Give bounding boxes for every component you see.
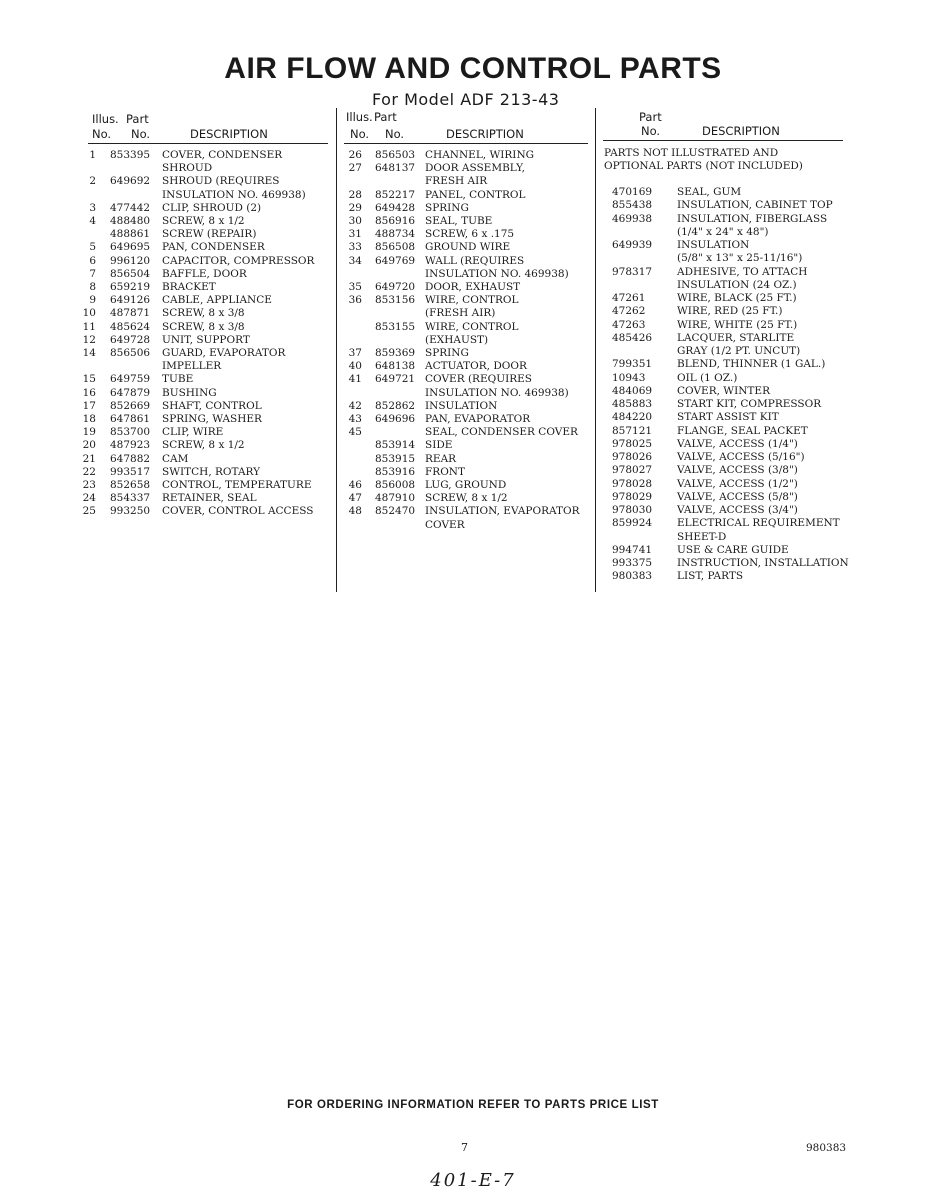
- part-number: 852470: [375, 505, 416, 518]
- part-description: SHAFT, CONTROL: [162, 399, 262, 412]
- part-description: FRONT: [425, 465, 465, 478]
- part-number: 487923: [110, 439, 151, 452]
- part-number: 993250: [110, 505, 151, 518]
- part-number: 978025: [612, 437, 653, 450]
- part-description: UNIT, SUPPORT: [162, 333, 250, 346]
- header-description: DESCRIPTION: [190, 127, 268, 141]
- illus-number: 10: [82, 307, 96, 320]
- part-description: CABLE, APPLIANCE: [162, 294, 272, 307]
- part-description: (5/8" x 13" x 25-11/16"): [677, 252, 803, 265]
- illus-number: 47: [348, 492, 362, 505]
- illus-number: 25: [82, 505, 96, 518]
- part-description: INSULATION NO. 469938): [162, 188, 306, 201]
- part-number: 799351: [612, 358, 653, 371]
- part-number: 649428: [375, 201, 416, 214]
- part-description: VALVE, ACCESS (1/2"): [677, 477, 798, 490]
- part-number: 856503: [375, 149, 416, 161]
- part-number: 647882: [110, 452, 151, 465]
- illus-number: 35: [348, 281, 362, 293]
- part-number: 856008: [375, 479, 416, 491]
- part-description: LIST, PARTS: [677, 570, 744, 583]
- part-number: 857121: [612, 424, 653, 437]
- part-number: 853915: [375, 452, 416, 465]
- illus-number: 1: [89, 149, 96, 161]
- part-number: 485883: [612, 398, 653, 410]
- header-no: No.: [641, 124, 661, 138]
- illus-number: 11: [82, 320, 96, 333]
- part-number: 852862: [375, 399, 416, 412]
- part-description: INSULATION: [677, 239, 750, 251]
- part-description: INSULATION, FIBERGLASS: [677, 212, 828, 225]
- part-number: 649721: [375, 373, 416, 386]
- part-number: 487910: [375, 492, 416, 505]
- illus-number: 9: [89, 294, 96, 307]
- part-description: VALVE, ACCESS (1/4"): [677, 437, 798, 450]
- handwritten-note: 401-E-7: [430, 1170, 516, 1191]
- illus-number: 3: [89, 201, 96, 214]
- part-number: 648138: [375, 360, 416, 373]
- part-description: COVER (REQUIRES: [425, 373, 532, 386]
- part-description: SEAL, CONDENSER COVER: [425, 426, 578, 439]
- illus-number: 43: [348, 413, 362, 425]
- illus-number: 40: [348, 360, 362, 373]
- part-description: START KIT, COMPRESSOR: [677, 398, 822, 410]
- part-description: START ASSIST KIT: [677, 411, 779, 424]
- part-description: SCREW (REPAIR): [162, 228, 257, 241]
- part-number: 649728: [110, 333, 151, 346]
- header-no: No.: [92, 127, 112, 141]
- part-description: COVER, CONTROL ACCESS: [162, 505, 314, 518]
- part-number: 978027: [612, 464, 653, 477]
- part-number: 853156: [375, 294, 416, 307]
- part-number: 993375: [612, 557, 653, 569]
- part-description: PAN, CONDENSER: [162, 241, 265, 254]
- header-rule: [88, 143, 328, 144]
- part-number: 978029: [612, 490, 653, 503]
- illus-number: 23: [82, 479, 96, 491]
- part-number: 856504: [110, 267, 151, 280]
- part-number: 649696: [375, 413, 416, 425]
- part-number: 469938: [612, 212, 653, 225]
- header-part: Part: [639, 110, 662, 124]
- part-description: SCREW, 6 x .175: [425, 228, 515, 241]
- illus-number: 45: [348, 426, 362, 439]
- illus-number: 16: [82, 386, 96, 399]
- illus-number: 22: [82, 465, 96, 478]
- illus-number: 19: [82, 426, 96, 439]
- part-number: 859369: [375, 347, 416, 359]
- illus-number: 14: [82, 347, 96, 359]
- illus-number: 4: [89, 215, 96, 227]
- part-description: COVER, WINTER: [677, 384, 770, 397]
- part-number: 648137: [375, 162, 416, 175]
- part-description: BLEND, THINNER (1 GAL.): [677, 358, 826, 371]
- part-description: SEAL, TUBE: [425, 215, 493, 227]
- part-number: 854337: [110, 492, 151, 505]
- part-description: WIRE, WHITE (25 FT.): [677, 318, 798, 331]
- part-description: CAM: [162, 452, 189, 465]
- part-description: INSULATION, EVAPORATOR: [425, 505, 580, 518]
- part-description: COVER: [425, 518, 465, 531]
- illus-number: 37: [348, 347, 362, 359]
- illus-number: 2: [89, 175, 96, 188]
- part-description: REAR: [425, 452, 457, 465]
- part-number: 47261: [612, 292, 646, 304]
- illus-number: 31: [348, 228, 362, 241]
- document-number: 980383: [806, 1142, 847, 1154]
- illus-number: 15: [82, 373, 96, 386]
- part-number: 996120: [110, 254, 151, 267]
- header-no: No.: [350, 127, 370, 141]
- header-description: DESCRIPTION: [702, 124, 780, 138]
- column-divider: [595, 108, 596, 592]
- part-description: (EXHAUST): [425, 333, 489, 346]
- part-number: 856916: [375, 215, 416, 227]
- part-number: 659219: [110, 281, 151, 293]
- part-number: 853700: [110, 426, 151, 439]
- part-description: GROUND WIRE: [425, 241, 511, 254]
- header-illus: Illus.: [92, 112, 119, 126]
- header-part: Part: [126, 112, 149, 126]
- part-number: 470169: [612, 186, 653, 198]
- part-description: USE & CARE GUIDE: [677, 543, 789, 556]
- part-number: 10943: [612, 371, 646, 384]
- part-description: SCREW, 8 x 1/2: [162, 439, 245, 452]
- part-number: 477442: [110, 201, 151, 214]
- ordering-info-footer: FOR ORDERING INFORMATION REFER TO PARTS PRICE LIST: [287, 1099, 659, 1111]
- part-description: IMPELLER: [162, 360, 222, 373]
- part-description: CLIP, WIRE: [162, 426, 224, 439]
- part-number: 647861: [110, 413, 151, 425]
- illus-number: 7: [89, 267, 96, 280]
- illus-number: 48: [348, 505, 362, 518]
- illus-number: 46: [348, 479, 362, 491]
- part-number: 649759: [110, 373, 151, 386]
- part-description: SHEET-D: [677, 530, 727, 543]
- illus-number: 20: [82, 439, 96, 452]
- part-description: SEAL, GUM: [677, 186, 742, 198]
- illus-number: 42: [348, 399, 362, 412]
- part-description: SCREW, 8 x 1/2: [425, 492, 508, 505]
- illus-number: 6: [89, 254, 96, 267]
- part-number: 649695: [110, 241, 151, 254]
- part-number: 649692: [110, 175, 151, 188]
- part-description: WIRE, BLACK (25 FT.): [677, 292, 797, 304]
- part-description: DOOR ASSEMBLY,: [425, 162, 526, 175]
- illus-number: 24: [82, 492, 96, 505]
- part-description: CLIP, SHROUD (2): [162, 201, 262, 214]
- header-no: No.: [131, 127, 151, 141]
- illus-number: 34: [348, 254, 362, 267]
- part-description: SCREW, 8 x 1/2: [162, 215, 245, 227]
- part-description: SHROUD: [162, 162, 213, 175]
- part-description: INSULATION NO. 469938): [425, 267, 569, 280]
- part-description: WIRE, CONTROL: [425, 294, 519, 307]
- part-description: SHROUD (REQUIRES: [162, 175, 280, 188]
- illus-number: 28: [348, 188, 362, 201]
- header-part: Part: [374, 110, 397, 124]
- part-description: VALVE, ACCESS (5/16"): [677, 451, 805, 463]
- page-title: AIR FLOW AND CONTROL PARTS: [224, 52, 722, 85]
- part-description: INSULATION, CABINET TOP: [677, 199, 833, 212]
- part-description: CHANNEL, WIRING: [425, 149, 535, 161]
- part-description: COVER, CONDENSER: [162, 149, 283, 161]
- part-number: 994741: [612, 543, 653, 556]
- part-number: 484220: [612, 411, 653, 424]
- page-number: 7: [461, 1141, 468, 1154]
- part-description: BRACKET: [162, 281, 216, 293]
- part-description: ACTUATOR, DOOR: [425, 360, 527, 373]
- part-number: 855438: [612, 199, 653, 212]
- illus-number: 18: [82, 413, 96, 425]
- part-number: 488861: [110, 228, 151, 241]
- part-number: 488480: [110, 215, 151, 227]
- part-description: INSULATION (24 OZ.): [677, 278, 797, 291]
- part-number: 488734: [375, 228, 416, 241]
- part-description: CAPACITOR, COMPRESSOR: [162, 254, 315, 267]
- part-number: 853155: [375, 320, 416, 333]
- part-description: SCREW, 8 x 3/8: [162, 320, 245, 333]
- part-number: 853916: [375, 465, 416, 478]
- part-number: 47263: [612, 318, 646, 331]
- part-description: PAN, EVAPORATOR: [425, 413, 531, 425]
- part-number: 856508: [375, 241, 416, 254]
- part-description: OIL (1 OZ.): [677, 371, 738, 384]
- illus-number: 17: [82, 399, 96, 412]
- part-description: VALVE, ACCESS (3/8"): [677, 464, 798, 477]
- header-description: DESCRIPTION: [446, 127, 524, 141]
- part-description: WIRE, RED (25 FT.): [677, 305, 783, 318]
- part-number: 649720: [375, 281, 416, 293]
- illus-number: 36: [348, 294, 362, 307]
- part-number: 649939: [612, 239, 653, 251]
- part-number: 47262: [612, 305, 646, 318]
- part-number: 649769: [375, 254, 416, 267]
- part-description: SPRING, WASHER: [162, 413, 262, 425]
- part-description: FLANGE, SEAL PACKET: [677, 424, 808, 437]
- illus-number: 5: [89, 241, 96, 254]
- part-description: VALVE, ACCESS (5/8"): [677, 490, 798, 503]
- part-number: 485624: [110, 320, 151, 333]
- page-subtitle: For Model ADF 213-43: [372, 90, 560, 109]
- part-number: 978317: [612, 265, 653, 278]
- part-description: (1/4" x 24" x 48"): [677, 225, 769, 238]
- header-no: No.: [385, 127, 405, 141]
- part-number: 978028: [612, 477, 653, 490]
- illus-number: 27: [348, 162, 362, 175]
- part-description: INSTRUCTION, INSTALLATION: [677, 557, 849, 569]
- part-number: 647879: [110, 386, 151, 399]
- part-description: DOOR, EXHAUST: [425, 281, 521, 293]
- part-description: LACQUER, STARLITE: [677, 331, 795, 344]
- part-description: LUG, GROUND: [425, 479, 507, 491]
- part-description: INSULATION NO. 469938): [425, 386, 569, 399]
- part-description: TUBE: [162, 373, 194, 386]
- illus-number: 41: [348, 373, 362, 386]
- part-number: 978030: [612, 504, 653, 516]
- part-description: VALVE, ACCESS (3/4"): [677, 504, 798, 516]
- header-illus: Illus.: [346, 110, 373, 124]
- part-number: 978026: [612, 451, 653, 463]
- column-divider: [336, 108, 337, 592]
- part-description: SIDE: [425, 439, 453, 452]
- part-number: 859924: [612, 517, 653, 530]
- part-description: SWITCH, ROTARY: [162, 465, 261, 478]
- header-rule: [603, 140, 843, 141]
- part-number: 485426: [612, 331, 653, 344]
- header-rule: [344, 143, 588, 144]
- illus-number: 30: [348, 215, 362, 227]
- part-description: FRESH AIR: [425, 175, 488, 188]
- part-description: GRAY (1/2 PT. UNCUT): [677, 345, 801, 357]
- illus-number: 21: [82, 452, 96, 465]
- part-number: 484069: [612, 384, 653, 397]
- optional-parts-note: OPTIONAL PARTS (NOT INCLUDED): [604, 160, 803, 172]
- part-description: BAFFLE, DOOR: [162, 267, 247, 280]
- part-number: 980383: [612, 570, 653, 583]
- part-description: WALL (REQUIRES: [425, 254, 525, 267]
- part-description: INSULATION: [425, 399, 498, 412]
- part-number: 856506: [110, 347, 151, 359]
- part-description: SCREW, 8 x 3/8: [162, 307, 245, 320]
- part-number: 487871: [110, 307, 151, 320]
- part-number: 852217: [375, 188, 416, 201]
- part-description: SPRING: [425, 347, 469, 359]
- illus-number: 33: [348, 241, 362, 254]
- illus-number: 26: [348, 149, 362, 161]
- part-number: 852658: [110, 479, 151, 491]
- illus-number: 8: [89, 281, 96, 293]
- part-description: GUARD, EVAPORATOR: [162, 347, 286, 359]
- part-number: 649126: [110, 294, 151, 307]
- part-number: 853914: [375, 439, 416, 452]
- optional-parts-note: PARTS NOT ILLUSTRATED AND: [604, 147, 779, 159]
- part-description: SPRING: [425, 201, 469, 214]
- part-number: 993517: [110, 465, 151, 478]
- part-description: (FRESH AIR): [425, 307, 496, 320]
- part-number: 853395: [110, 149, 151, 161]
- part-description: ELECTRICAL REQUIREMENT: [677, 517, 840, 530]
- illus-number: 29: [348, 201, 362, 214]
- part-description: ADHESIVE, TO ATTACH: [677, 265, 808, 278]
- part-description: RETAINER, SEAL: [162, 492, 257, 505]
- part-description: PANEL, CONTROL: [425, 188, 526, 201]
- part-number: 852669: [110, 399, 151, 412]
- illus-number: 12: [82, 333, 96, 346]
- part-description: BUSHING: [162, 386, 217, 399]
- part-description: CONTROL, TEMPERATURE: [162, 479, 312, 491]
- part-description: WIRE, CONTROL: [425, 320, 519, 333]
